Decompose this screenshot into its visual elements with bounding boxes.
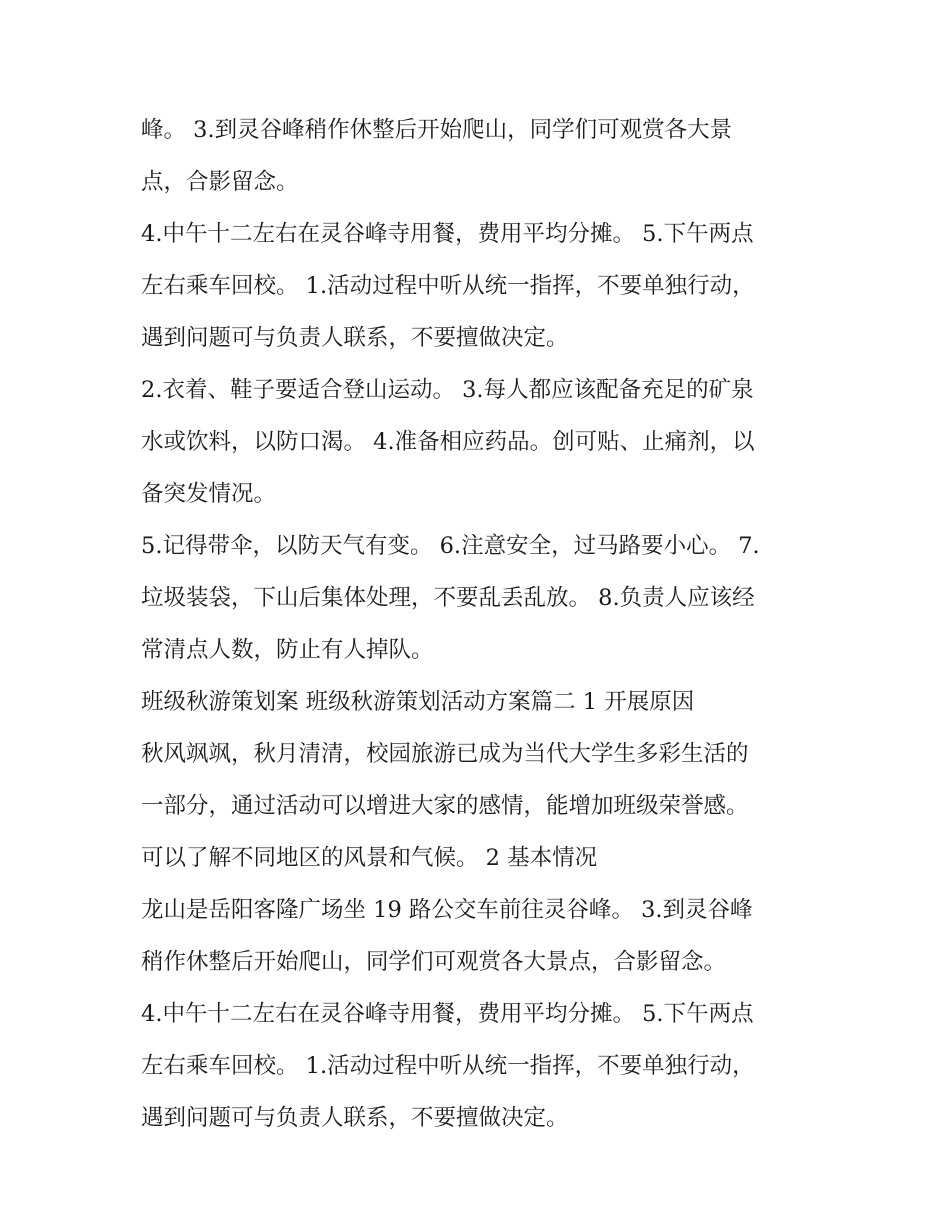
text-line: 峰。 3.到灵谷峰稍作休整后开始爬山，同学们可观赏各大景 [141,117,733,143]
paragraph-7 [141,884,831,988]
text-line: 备突发情况。 [141,481,277,507]
text-line: 5.记得带伞，以防天气有变。 6.注意安全，过马路要小心。 7. [141,533,760,559]
text-line: 左右乘车回校。 1.活动过程中听从统一指挥，不要单独行动， [141,273,755,299]
paragraph-6 [141,728,831,884]
paragraph-8 [141,988,831,1144]
text-line: 4.中午十二左右在灵谷峰寺用餐，费用平均分摊。 5.下午两点 [141,1001,754,1027]
text-line: 龙山是岳阳客隆广场坐 19 路公交车前往灵谷峰。 3.到灵谷峰 [141,897,753,923]
text-line: 点，合影留念。 [141,169,299,195]
text-line: 垃圾装袋，下山后集体处理，不要乱丢乱放。 8.负责人应该经 [141,585,755,611]
text-line: 遇到问题可与负责人联系，不要擅做决定。 [141,1105,569,1131]
text-line: 秋风飒飒，秋月清清，校园旅游已成为当代大学生多彩生活的 [141,741,749,767]
paragraph-2 [141,208,831,364]
text-line: 一部分，通过活动可以增进大家的感情，能增加班级荣誉感。 [141,793,749,819]
text-line: 水或饮料，以防口渴。 4.准备相应药品。创可贴、止痛剂，以 [141,429,755,455]
text-line: 遇到问题可与负责人联系，不要擅做决定。 [141,325,569,351]
document-body [141,104,831,1144]
paragraph-4 [141,520,831,676]
text-line: 常清点人数，防止有人掉队。 [141,637,434,663]
text-line: 可以了解不同地区的风景和气候。 2 基本情况 [141,845,598,871]
text-line: 稍作休整后开始爬山，同学们可观赏各大景点，合影留念。 [141,949,727,975]
paragraph-3 [141,364,831,520]
text-line: 2.衣着、鞋子要适合登山运动。 3.每人都应该配备充足的矿泉 [141,377,754,403]
text-line: 左右乘车回校。 1.活动过程中听从统一指挥，不要单独行动， [141,1053,755,1079]
section-heading [141,676,831,728]
heading-line: 班级秋游策划案 班级秋游策划活动方案篇二 1 开展原因 [141,689,695,715]
paragraph-1 [141,104,831,208]
text-line: 4.中午十二左右在灵谷峰寺用餐，费用平均分摊。 5.下午两点 [141,221,754,247]
